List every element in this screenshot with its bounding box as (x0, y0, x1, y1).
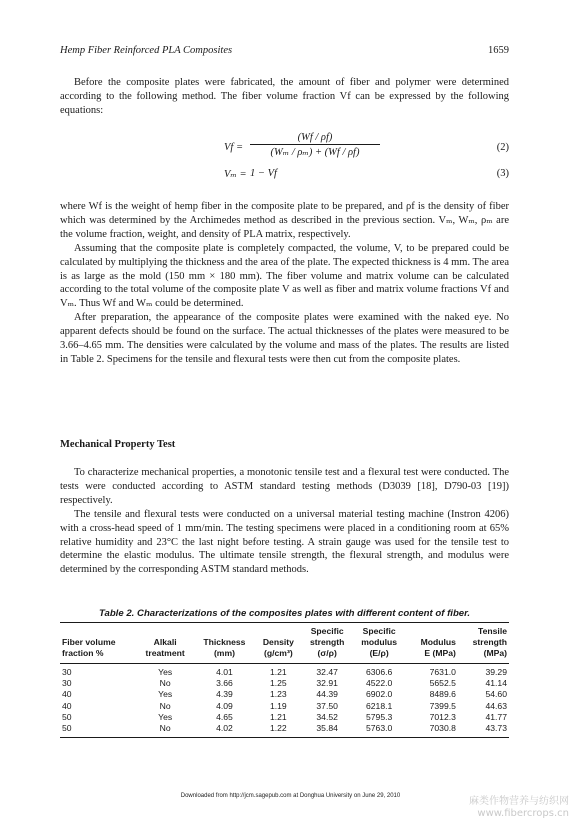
header-alkali-treatment: Alkali treatment (136, 623, 193, 664)
header-tensile-strength: Tensile strength (MPa) (458, 623, 509, 664)
table-cell: 50 (60, 723, 136, 738)
table-cell: 8489.6 (429, 689, 456, 700)
table-cell: 44.63 (485, 700, 507, 711)
table-cell: 1.21 (269, 667, 287, 677)
header-density: Density (g/cm³) (255, 623, 302, 664)
table-row (60, 723, 509, 738)
table-cell: Yes (158, 689, 173, 700)
paragraph: where Wf is the weight of hemp fiber in the composite plate to be prepared, and ρf is the density of fiber which was determined by the Archimedes method as described in the previous section. Vₘ, Wₘ, ρₘ are the volume fraction, weight, and density of PLA matrix, respectively. (60, 201, 509, 240)
paragraph: Assuming that the composite plate is completely compacted, the volume, V, to be prepared could be calculated by multiplying the thickness and the area of the plate. The expected thickness is 4 mm. The area is as large as the mold (150 mm × 180 mm). The fiber volume and matrix volume can be calculated according to the total volume of the composite plate V as well as fiber and matrix volume fractions Vf and Vₘ. Thus Wf and Wₘ could be determined. (60, 242, 509, 310)
table-row (60, 689, 509, 700)
intro-text (60, 76, 509, 118)
table-cell: 1.22 (255, 723, 302, 738)
table-caption: Table 2. Characterizations of the composites plates with different content of fiber. (98, 608, 471, 619)
table-cell: 7030.8 (406, 723, 458, 738)
table-cell: 1.23 (269, 689, 287, 700)
table-cell: 7012.3 (429, 711, 456, 722)
table-cell: 4.09 (216, 700, 233, 711)
table-cell: 40 (62, 700, 72, 711)
equation-3-number: (3) (496, 168, 509, 179)
section-heading: Mechanical Property Test (60, 439, 176, 450)
table-cell: 30 (62, 678, 72, 689)
table-cell: 32.91 (316, 678, 338, 689)
table-cell: 1.25 (269, 678, 287, 689)
table-cell: No (159, 700, 171, 711)
body-text-section-b (60, 466, 509, 577)
table-cell: No (159, 678, 171, 689)
equation-2 (60, 132, 509, 160)
header-modulus: Modulus E (MPa) (406, 623, 458, 664)
table-cell: 35.84 (302, 723, 353, 738)
watermark-line-1: 麻类作物营养与纺织网 (469, 796, 569, 807)
equation-2-fraction (250, 132, 380, 158)
equation-block (60, 132, 509, 188)
table-cell: 1.21 (269, 711, 287, 722)
equation-2-number: (2) (496, 142, 509, 153)
download-footer: Downloaded from http://jcm.sagepub.com at Donghua University on June 29, 2010 (180, 793, 401, 799)
paragraph: The tensile and flexural tests were conducted on a universal material testing machine (Instron 4206) with a cross-head speed of 1 mm/min. The testing specimens were placed in a conditioning room at 65% relative humidity and 23°C the last night before testing. A strain gauge was used for the tensile test to determine the elastic modulus. The ultimate tensile strength, the flexural strength, and modulus were determined by the corresponding ASTM standard methods. (60, 508, 509, 576)
table-cell: 37.50 (316, 700, 338, 711)
table-cell: 5795.3 (366, 711, 393, 722)
table-row (60, 678, 509, 689)
running-head-title: Hemp Fiber Reinforced PLA Composites (60, 45, 233, 56)
table-row (60, 664, 509, 679)
watermark-line-2: www.fibercrops.cn (477, 808, 569, 819)
table-cell: 50 (62, 711, 72, 722)
watermark (469, 796, 569, 820)
table-cell: 7399.5 (429, 700, 456, 711)
table-cell: Yes (158, 667, 173, 677)
table-cell: 4.39 (216, 689, 233, 700)
data-table (60, 622, 509, 738)
equation-3 (60, 168, 509, 196)
body-text-section-a (60, 200, 509, 367)
paragraph: After preparation, the appearance of the composite plates were examined with the naked eye. No apparent defects should be found on the surface. The actual thicknesses of the plates were measured to be 3.66–4.65 mm. The densities were calculated by the volume and mass of the plates. The results are listed in Table 2. Specimens for the tensile and flexural tests were then cut from the composite plates. (60, 312, 509, 365)
equation-2-denominator: (Wₘ / ρₘ) + (Wf / ρf) (270, 147, 360, 158)
table-cell: 30 (62, 667, 72, 677)
table-cell: 44.39 (316, 689, 338, 700)
paragraph: To characterize mechanical properties, a monotonic tensile test and a flexural test were conducted. The tests were conducted according to ASTM standard testing methods (D3039 [18], D790-03 [19]) respectively. (60, 467, 509, 506)
table-cell: 5763.0 (353, 723, 406, 738)
table-row (60, 712, 509, 723)
equation-3-rhs: 1 − Vf (250, 168, 277, 179)
table-cell: 7631.0 (429, 667, 456, 677)
running-head (60, 44, 509, 58)
table-cell: 4522.0 (366, 678, 393, 689)
table-cell: 32.47 (316, 667, 338, 677)
intro-paragraph: Before the composite plates were fabricated, the amount of fiber and polymer were determined according to the following method. The fiber volume fraction Vf can be expressed by the following equations: (60, 77, 509, 116)
equation-2-lhs: Vf = (224, 142, 244, 153)
header-specific-strength: Specific strength (σ/ρ) (302, 623, 353, 664)
table-cell: 1.19 (269, 700, 287, 711)
table-cell: 6306.6 (366, 667, 393, 677)
page-number: 1659 (488, 45, 509, 56)
table-cell: No (136, 723, 193, 738)
table-cell: 6218.1 (366, 700, 393, 711)
table-cell: 41.77 (485, 711, 507, 722)
table-cell: 34.52 (316, 711, 338, 722)
table-cell: 39.29 (485, 667, 507, 677)
table-cell: 54.60 (485, 689, 507, 700)
table-cell: 4.01 (216, 667, 233, 677)
table-cell: 3.66 (216, 678, 233, 689)
table-cell: 5652.5 (429, 678, 456, 689)
header-specific-modulus: Specific modulus (E/ρ) (353, 623, 406, 664)
equation-2-numerator: (Wf / ρf) (250, 132, 380, 145)
table-cell: Yes (158, 711, 173, 722)
table-cell: 41.14 (485, 678, 507, 689)
table-cell: 43.73 (458, 723, 509, 738)
table-cell: 4.65 (216, 711, 233, 722)
table-row (60, 701, 509, 712)
equation-3-lhs: Vₘ = (224, 169, 247, 180)
table-cell: 6902.0 (366, 689, 393, 700)
table-header-row (60, 623, 509, 664)
table-cell: 40 (62, 689, 72, 700)
table-cell: 4.02 (194, 723, 255, 738)
header-thickness: Thickness (mm) (194, 623, 255, 664)
header-fiber-volume: Fiber volume fraction % (60, 623, 136, 664)
